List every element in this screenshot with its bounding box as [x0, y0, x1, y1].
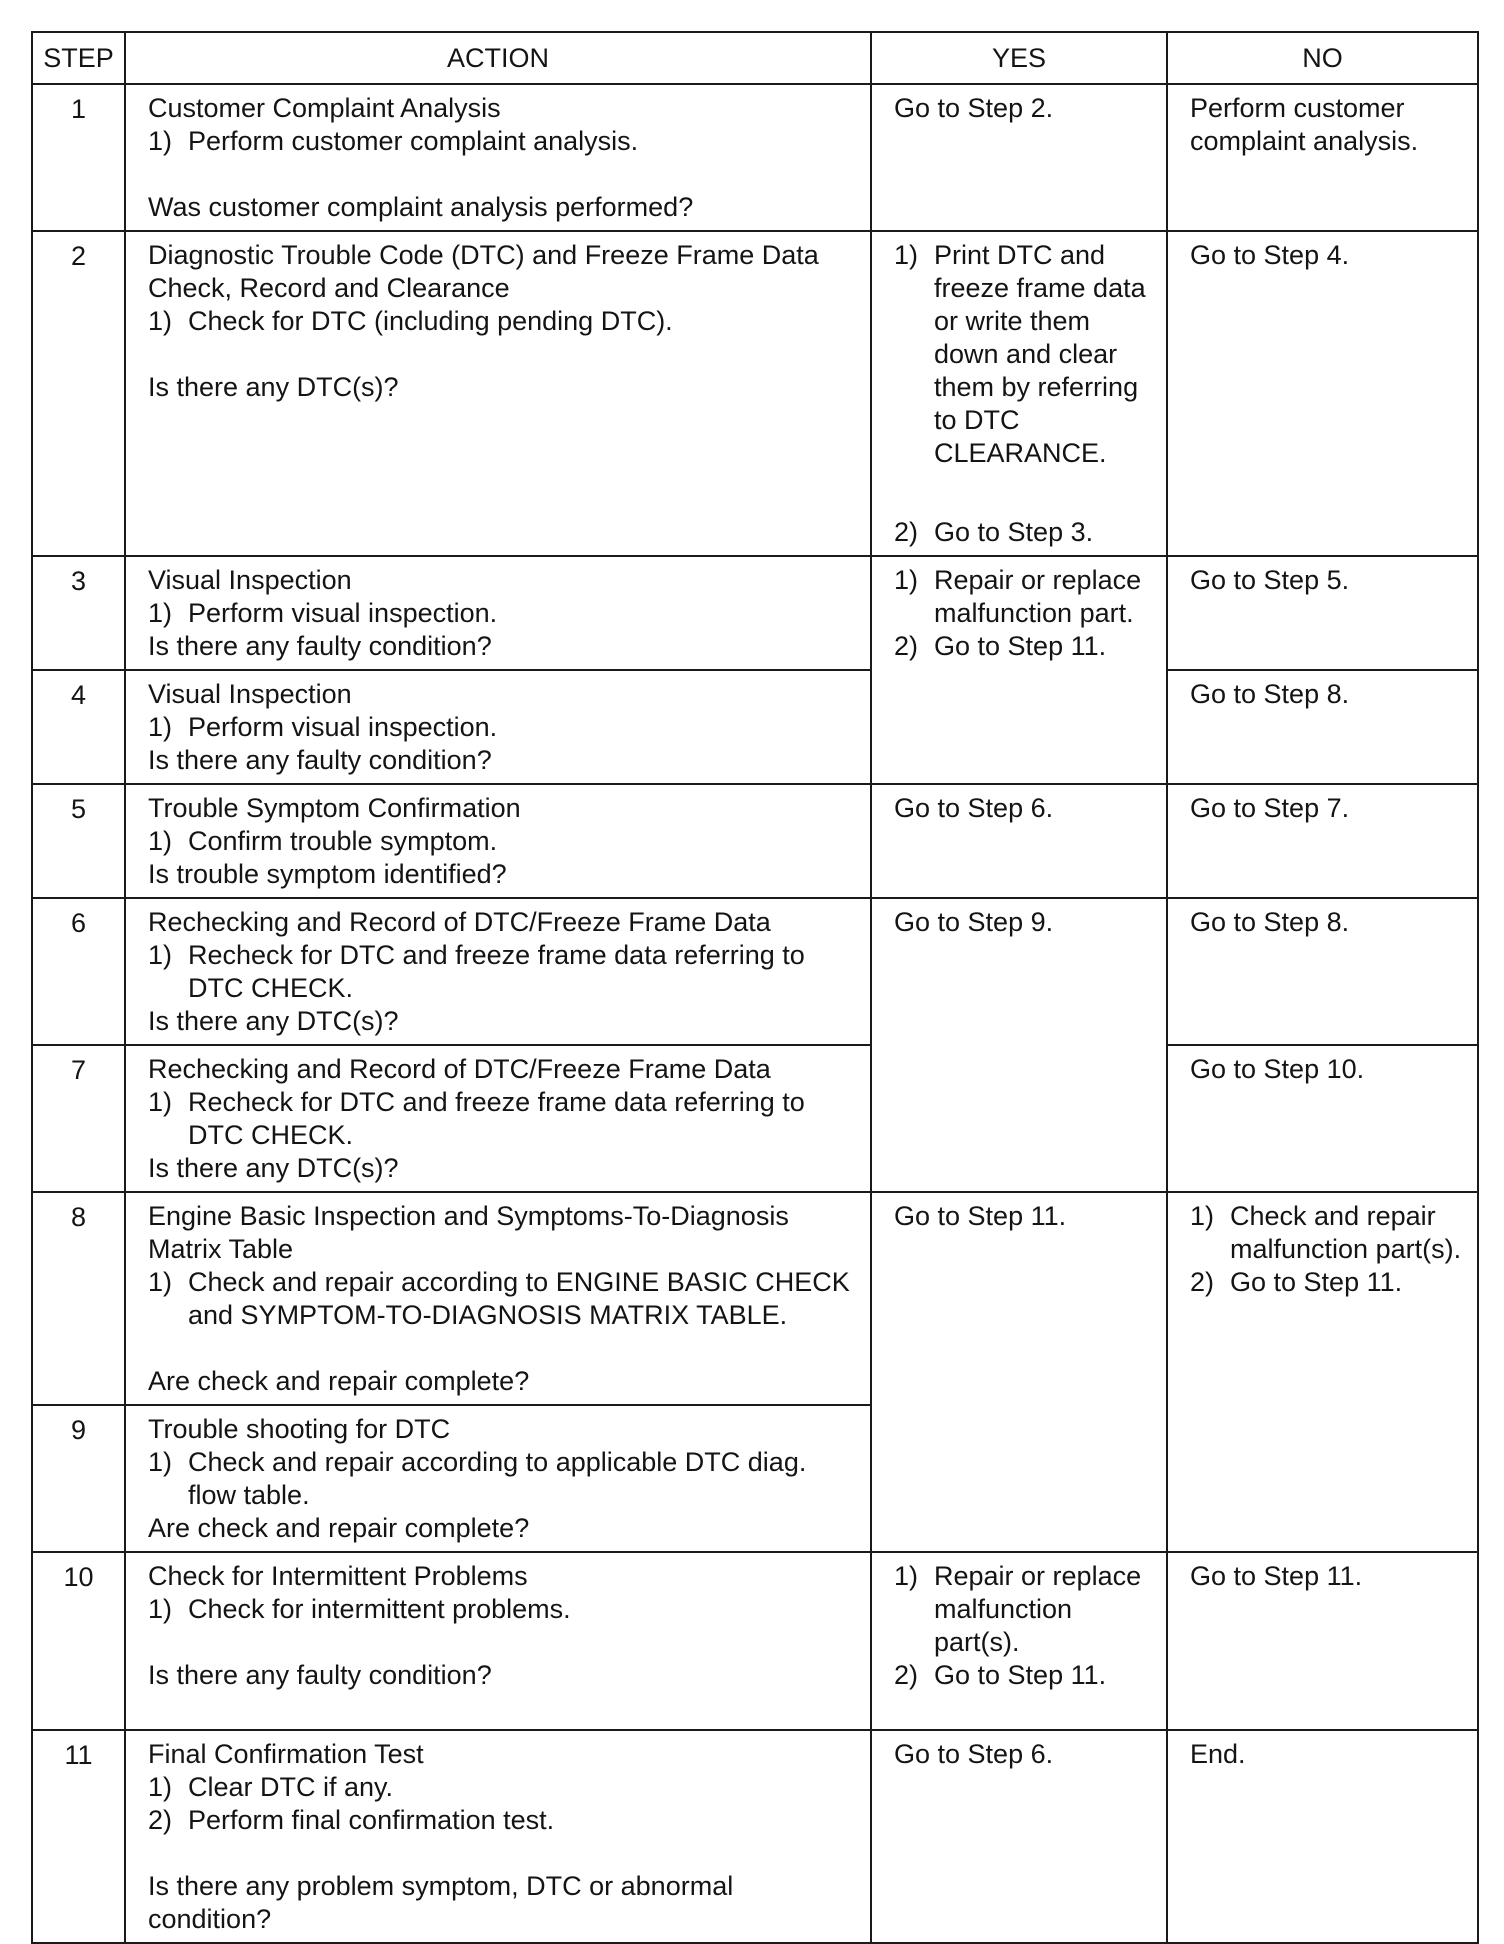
- action-item: Check and repair according to ENGINE BASIC CHECK and SYMPTOM-TO-DIAGNOSIS MATRIX TABLE.: [188, 1267, 850, 1330]
- table-row-step-4: [32, 670, 1478, 784]
- step-number: 4: [32, 670, 125, 784]
- header-no: NO: [1167, 32, 1478, 84]
- yes-cell: 1) Repair or replace malfunction part(s). 2) Go to Step 11.: [871, 1552, 1167, 1730]
- no-cell: Go to Step 11.: [1167, 1552, 1478, 1730]
- step-number: 2: [32, 231, 125, 556]
- action-item: Confirm trouble symptom.: [188, 826, 498, 856]
- diagnostic-flow-table: [31, 31, 1479, 1944]
- yes-item: Go to Step 3.: [934, 517, 1094, 547]
- action-question: Is there any problem symptom, DTC or abnormal condition?: [148, 1871, 734, 1934]
- table-row-step-1: [32, 84, 1478, 231]
- header-action: ACTION: [125, 32, 871, 84]
- no-cell: Go to Step 5.: [1167, 556, 1478, 670]
- action-item: Check and repair according to applicable DTC diag. flow table.: [188, 1447, 807, 1510]
- action-item: Check for DTC (including pending DTC).: [188, 306, 673, 336]
- action-cell: Final Confirmation Test 1) Clear DTC if any. 2) Perform final confirmation test. Is there any problem symptom, DTC or abnormal condition?: [125, 1730, 871, 1943]
- action-cell: Visual Inspection 1) Perform visual inspection. Is there any faulty condition?: [125, 556, 871, 670]
- action-title: Final Confirmation Test: [148, 1739, 424, 1769]
- yes-item: Go to Step 11.: [934, 1660, 1107, 1690]
- yes-item: Repair or replace malfunction part.: [934, 565, 1142, 628]
- yes-item: Go to Step 11.: [934, 631, 1107, 661]
- header-step: STEP: [32, 32, 125, 84]
- action-question: Is trouble symptom identified?: [148, 859, 507, 889]
- action-question: Is there any faulty condition?: [148, 745, 492, 775]
- no-item: Check and repair malfunction part(s).: [1230, 1201, 1462, 1264]
- table-row-step-5: [32, 784, 1478, 898]
- action-item: Perform visual inspection.: [188, 598, 498, 628]
- action-cell: Check for Intermittent Problems 1) Check for intermittent problems. Is there any faulty condition?: [125, 1552, 871, 1730]
- no-cell: End.: [1167, 1730, 1478, 1943]
- action-item: Check for intermittent problems.: [188, 1594, 571, 1624]
- no-cell: Go to Step 4.: [1167, 231, 1478, 556]
- action-title: Trouble Symptom Confirmation: [148, 793, 521, 823]
- step-number: 7: [32, 1045, 125, 1192]
- action-item: Recheck for DTC and freeze frame data referring to DTC CHECK.: [188, 940, 805, 1003]
- action-title: Rechecking and Record of DTC/Freeze Frame Data: [148, 907, 771, 937]
- action-item: Recheck for DTC and freeze frame data referring to DTC CHECK.: [188, 1087, 805, 1150]
- yes-cell: Go to Step 2.: [871, 84, 1167, 231]
- table-row-step-8: [32, 1192, 1478, 1405]
- no-cell: 1) Check and repair malfunction part(s). 2) Go to Step 11.: [1167, 1192, 1478, 1552]
- step-number: 3: [32, 556, 125, 670]
- table-row-step-7: [32, 1045, 1478, 1192]
- no-cell: Go to Step 7.: [1167, 784, 1478, 898]
- action-cell: Engine Basic Inspection and Symptoms-To-Diagnosis Matrix Table 1) Check and repair according to ENGINE BASIC CHECK and SYMPTOM-TO-DIAGNOSIS MATRIX TABLE. Are check and repair complete?: [125, 1192, 871, 1405]
- table-row-step-3: [32, 556, 1478, 670]
- yes-cell: Go to Step 6.: [871, 784, 1167, 898]
- no-item: Go to Step 11.: [1230, 1267, 1403, 1297]
- step-number: 8: [32, 1192, 125, 1405]
- no-cell: Go to Step 8.: [1167, 670, 1478, 784]
- action-cell: Rechecking and Record of DTC/Freeze Frame Data 1) Recheck for DTC and freeze frame data referring to DTC CHECK. Is there any DTC(s)?: [125, 1045, 871, 1192]
- action-cell: Diagnostic Trouble Code (DTC) and Freeze Frame Data Check, Record and Clearance 1) Check for DTC (including pending DTC). Is there any DTC(s)?: [125, 231, 871, 556]
- yes-cell: Go to Step 6.: [871, 1730, 1167, 1943]
- header-yes: YES: [871, 32, 1167, 84]
- action-question: Is there any faulty condition?: [148, 631, 492, 661]
- action-question: Are check and repair complete?: [148, 1366, 530, 1396]
- no-cell: Go to Step 10.: [1167, 1045, 1478, 1192]
- yes-cell: Go to Step 9.: [871, 898, 1167, 1192]
- no-cell: Go to Step 8.: [1167, 898, 1478, 1045]
- action-question: Was customer complaint analysis performed?: [148, 192, 694, 222]
- table-row-step-11: [32, 1730, 1478, 1943]
- action-question: Are check and repair complete?: [148, 1513, 530, 1543]
- table-row-step-6: [32, 898, 1478, 1045]
- table-row-step-10: [32, 1552, 1478, 1730]
- action-cell: Trouble Symptom Confirmation 1) Confirm trouble symptom. Is trouble symptom identified?: [125, 784, 871, 898]
- action-item: Clear DTC if any.: [188, 1772, 394, 1802]
- action-item: Perform visual inspection.: [188, 712, 498, 742]
- action-title: Engine Basic Inspection and Symptoms-To-Diagnosis Matrix Table: [148, 1201, 789, 1264]
- step-number: 5: [32, 784, 125, 898]
- action-question: Is there any faulty condition?: [148, 1660, 492, 1690]
- no-cell: Perform customer complaint analysis.: [1167, 84, 1478, 231]
- action-cell: Trouble shooting for DTC 1) Check and repair according to applicable DTC diag. flow table. Are check and repair complete?: [125, 1405, 871, 1552]
- step-number: 10: [32, 1552, 125, 1730]
- yes-item: Repair or replace malfunction part(s).: [934, 1561, 1142, 1657]
- action-question: Is there any DTC(s)?: [148, 1153, 399, 1183]
- action-question: Is there any DTC(s)?: [148, 372, 399, 402]
- step-number: 1: [32, 84, 125, 231]
- header-row: [32, 32, 1478, 84]
- action-title: Visual Inspection: [148, 565, 352, 595]
- action-title: Check for Intermittent Problems: [148, 1561, 528, 1591]
- action-title: Rechecking and Record of DTC/Freeze Frame Data: [148, 1054, 771, 1084]
- step-number: 6: [32, 898, 125, 1045]
- action-cell: Visual Inspection 1) Perform visual inspection. Is there any faulty condition?: [125, 670, 871, 784]
- table-row-step-2: [32, 231, 1478, 556]
- yes-cell: 1) Print DTC and freeze frame data or write them down and clear them by referring to DTC CLEARANCE. 2) Go to Step 3.: [871, 231, 1167, 556]
- action-question: Is there any DTC(s)?: [148, 1006, 399, 1036]
- yes-item: Print DTC and freeze frame data or write them down and clear them by referring to DTC CLEARANCE.: [934, 240, 1146, 468]
- step-number: 9: [32, 1405, 125, 1552]
- step-number: 11: [32, 1730, 125, 1943]
- action-item: Perform customer complaint analysis.: [188, 126, 639, 156]
- action-cell: Rechecking and Record of DTC/Freeze Frame Data 1) Recheck for DTC and freeze frame data referring to DTC CHECK. Is there any DTC(s)?: [125, 898, 871, 1045]
- action-title: Customer Complaint Analysis: [148, 93, 501, 123]
- action-cell: Customer Complaint Analysis 1) Perform customer complaint analysis. Was customer complaint analysis performed?: [125, 84, 871, 231]
- action-title: Visual Inspection: [148, 679, 352, 709]
- action-title: Diagnostic Trouble Code (DTC) and Freeze Frame Data Check, Record and Clearance: [148, 240, 819, 303]
- yes-cell: Go to Step 11.: [871, 1192, 1167, 1552]
- action-item: Perform final confirmation test.: [188, 1805, 555, 1835]
- action-title: Trouble shooting for DTC: [148, 1414, 451, 1444]
- yes-cell: 1) Repair or replace malfunction part. 2) Go to Step 11.: [871, 556, 1167, 784]
